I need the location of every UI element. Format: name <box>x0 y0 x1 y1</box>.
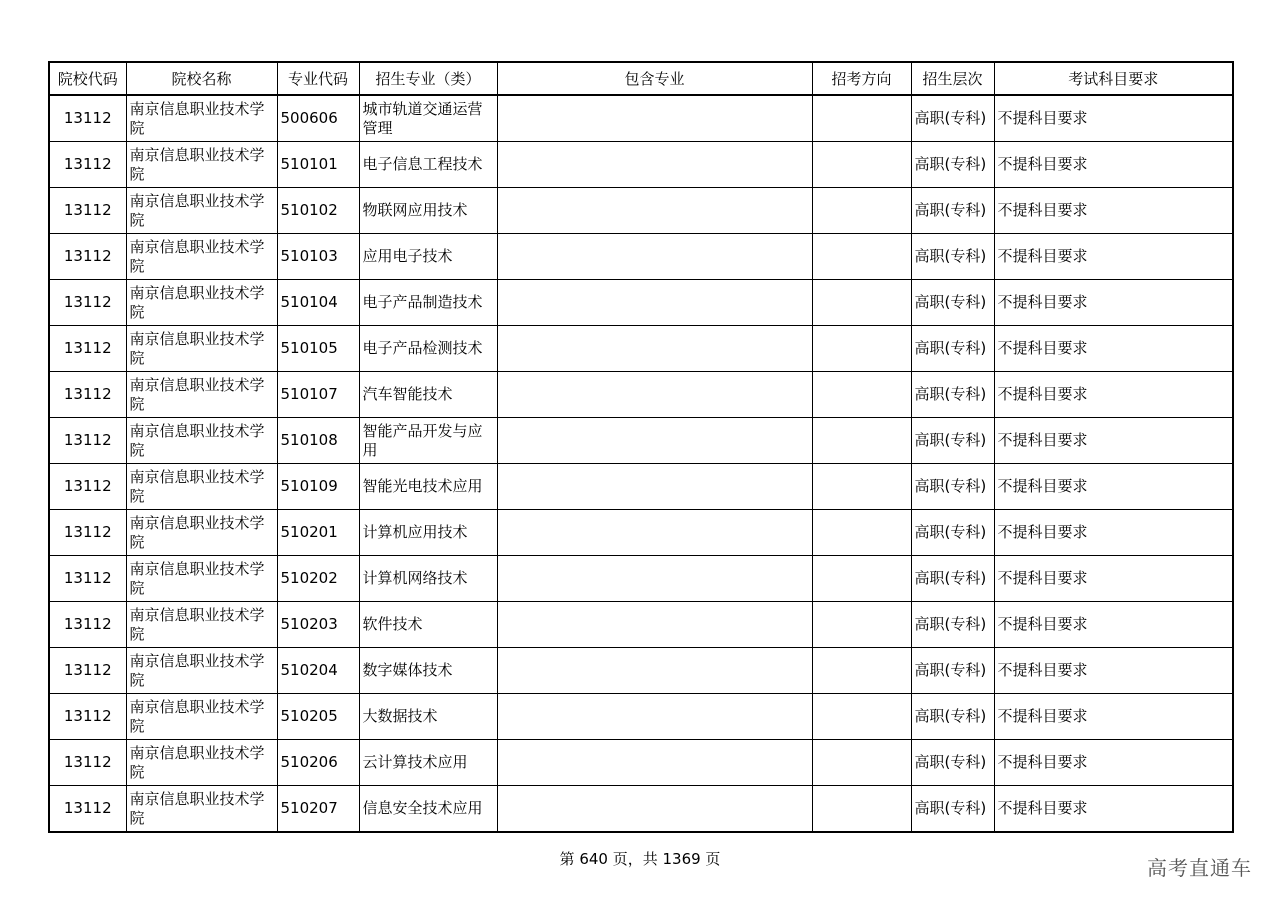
cell-major: 信息安全技术应用 <box>359 786 497 833</box>
cell-level: 高职(专科) <box>911 326 994 372</box>
watermark: 高考直通车 <box>1147 856 1252 880</box>
admissions-table <box>48 61 1234 833</box>
table-row <box>49 372 1233 418</box>
cell-major-code: 510104 <box>277 280 359 326</box>
table-row <box>49 694 1233 740</box>
cell-included-majors <box>497 510 812 556</box>
cell-level: 高职(专科) <box>911 602 994 648</box>
cell-major-code: 510102 <box>277 188 359 234</box>
cell-requirement: 不提科目要求 <box>994 694 1233 740</box>
cell-major-code: 510206 <box>277 740 359 786</box>
header-school-name: 院校名称 <box>126 62 277 95</box>
cell-school-code: 13112 <box>49 648 126 694</box>
cell-requirement: 不提科目要求 <box>994 418 1233 464</box>
cell-requirement: 不提科目要求 <box>994 740 1233 786</box>
cell-direction <box>812 142 911 188</box>
cell-included-majors <box>497 372 812 418</box>
cell-major: 汽车智能技术 <box>359 372 497 418</box>
cell-major: 城市轨道交通运营管理 <box>359 95 497 142</box>
cell-school-name: 南京信息职业技术学院 <box>126 234 277 280</box>
cell-included-majors <box>497 142 812 188</box>
cell-major: 物联网应用技术 <box>359 188 497 234</box>
cell-school-name: 南京信息职业技术学院 <box>126 510 277 556</box>
cell-requirement: 不提科目要求 <box>994 648 1233 694</box>
cell-major-code: 510107 <box>277 372 359 418</box>
table-row <box>49 95 1233 142</box>
cell-included-majors <box>497 694 812 740</box>
cell-school-code: 13112 <box>49 740 126 786</box>
cell-major: 智能产品开发与应用 <box>359 418 497 464</box>
cell-requirement: 不提科目要求 <box>994 280 1233 326</box>
table-row <box>49 786 1233 833</box>
table-row <box>49 418 1233 464</box>
cell-school-name: 南京信息职业技术学院 <box>126 602 277 648</box>
table-row <box>49 234 1233 280</box>
cell-school-name: 南京信息职业技术学院 <box>126 418 277 464</box>
cell-direction <box>812 188 911 234</box>
cell-included-majors <box>497 418 812 464</box>
cell-school-name: 南京信息职业技术学院 <box>126 95 277 142</box>
cell-major-code: 510105 <box>277 326 359 372</box>
cell-school-name: 南京信息职业技术学院 <box>126 556 277 602</box>
cell-major-code: 510207 <box>277 786 359 833</box>
cell-major: 电子产品制造技术 <box>359 280 497 326</box>
cell-included-majors <box>497 556 812 602</box>
table-row <box>49 510 1233 556</box>
cell-requirement: 不提科目要求 <box>994 510 1233 556</box>
cell-included-majors <box>497 188 812 234</box>
cell-direction <box>812 786 911 833</box>
cell-major-code: 510201 <box>277 510 359 556</box>
header-included-majors: 包含专业 <box>497 62 812 95</box>
cell-school-name: 南京信息职业技术学院 <box>126 188 277 234</box>
cell-level: 高职(专科) <box>911 142 994 188</box>
cell-level: 高职(专科) <box>911 280 994 326</box>
cell-school-name: 南京信息职业技术学院 <box>126 694 277 740</box>
cell-school-code: 13112 <box>49 786 126 833</box>
cell-major: 大数据技术 <box>359 694 497 740</box>
header-major-code: 专业代码 <box>277 62 359 95</box>
cell-direction <box>812 95 911 142</box>
header-direction: 招考方向 <box>812 62 911 95</box>
cell-major-code: 510205 <box>277 694 359 740</box>
cell-school-name: 南京信息职业技术学院 <box>126 326 277 372</box>
cell-level: 高职(专科) <box>911 510 994 556</box>
cell-included-majors <box>497 740 812 786</box>
cell-school-code: 13112 <box>49 234 126 280</box>
page-number: 第 640 页，共 1369 页 <box>559 850 721 868</box>
header-school-code: 院校代码 <box>49 62 126 95</box>
cell-included-majors <box>497 648 812 694</box>
cell-school-code: 13112 <box>49 372 126 418</box>
cell-school-name: 南京信息职业技术学院 <box>126 740 277 786</box>
cell-direction <box>812 464 911 510</box>
cell-included-majors <box>497 280 812 326</box>
cell-level: 高职(专科) <box>911 648 994 694</box>
cell-major-code: 510202 <box>277 556 359 602</box>
cell-school-name: 南京信息职业技术学院 <box>126 464 277 510</box>
cell-direction <box>812 280 911 326</box>
cell-major: 计算机应用技术 <box>359 510 497 556</box>
header-major: 招生专业（类） <box>359 62 497 95</box>
cell-requirement: 不提科目要求 <box>994 234 1233 280</box>
cell-major-code: 510203 <box>277 602 359 648</box>
cell-school-code: 13112 <box>49 95 126 142</box>
cell-school-name: 南京信息职业技术学院 <box>126 142 277 188</box>
header-row <box>49 62 1233 95</box>
cell-school-code: 13112 <box>49 326 126 372</box>
cell-school-code: 13112 <box>49 556 126 602</box>
cell-requirement: 不提科目要求 <box>994 786 1233 833</box>
cell-level: 高职(专科) <box>911 464 994 510</box>
cell-level: 高职(专科) <box>911 234 994 280</box>
cell-school-code: 13112 <box>49 694 126 740</box>
cell-direction <box>812 556 911 602</box>
cell-major: 电子产品检测技术 <box>359 326 497 372</box>
table-row <box>49 280 1233 326</box>
cell-major: 计算机网络技术 <box>359 556 497 602</box>
header-level: 招生层次 <box>911 62 994 95</box>
cell-school-name: 南京信息职业技术学院 <box>126 786 277 833</box>
cell-direction <box>812 326 911 372</box>
cell-requirement: 不提科目要求 <box>994 142 1233 188</box>
cell-level: 高职(专科) <box>911 188 994 234</box>
cell-level: 高职(专科) <box>911 694 994 740</box>
cell-school-code: 13112 <box>49 418 126 464</box>
cell-requirement: 不提科目要求 <box>994 464 1233 510</box>
cell-school-code: 13112 <box>49 602 126 648</box>
cell-included-majors <box>497 95 812 142</box>
table-body <box>49 95 1233 832</box>
cell-included-majors <box>497 326 812 372</box>
cell-direction <box>812 418 911 464</box>
table-row <box>49 464 1233 510</box>
table-row <box>49 602 1233 648</box>
cell-requirement: 不提科目要求 <box>994 602 1233 648</box>
cell-school-code: 13112 <box>49 464 126 510</box>
cell-level: 高职(专科) <box>911 372 994 418</box>
table-row <box>49 740 1233 786</box>
cell-included-majors <box>497 602 812 648</box>
cell-major-code: 510108 <box>277 418 359 464</box>
cell-requirement: 不提科目要求 <box>994 372 1233 418</box>
cell-level: 高职(专科) <box>911 786 994 833</box>
cell-direction <box>812 510 911 556</box>
table-row <box>49 188 1233 234</box>
cell-included-majors <box>497 786 812 833</box>
cell-direction <box>812 372 911 418</box>
cell-school-name: 南京信息职业技术学院 <box>126 648 277 694</box>
cell-level: 高职(专科) <box>911 95 994 142</box>
table-row <box>49 556 1233 602</box>
table-row <box>49 648 1233 694</box>
cell-level: 高职(专科) <box>911 740 994 786</box>
cell-major-code: 510109 <box>277 464 359 510</box>
cell-major-code: 500606 <box>277 95 359 142</box>
cell-school-code: 13112 <box>49 280 126 326</box>
table-row <box>49 142 1233 188</box>
cell-school-name: 南京信息职业技术学院 <box>126 372 277 418</box>
cell-major-code: 510204 <box>277 648 359 694</box>
cell-requirement: 不提科目要求 <box>994 556 1233 602</box>
table-header <box>49 62 1233 95</box>
cell-included-majors <box>497 464 812 510</box>
cell-direction <box>812 602 911 648</box>
table-row <box>49 326 1233 372</box>
cell-requirement: 不提科目要求 <box>994 326 1233 372</box>
header-requirement: 考试科目要求 <box>994 62 1233 95</box>
cell-school-name: 南京信息职业技术学院 <box>126 280 277 326</box>
cell-direction <box>812 234 911 280</box>
cell-major: 数字媒体技术 <box>359 648 497 694</box>
cell-direction <box>812 648 911 694</box>
cell-level: 高职(专科) <box>911 418 994 464</box>
cell-direction <box>812 740 911 786</box>
cell-level: 高职(专科) <box>911 556 994 602</box>
cell-major: 云计算技术应用 <box>359 740 497 786</box>
cell-school-code: 13112 <box>49 510 126 556</box>
cell-major-code: 510103 <box>277 234 359 280</box>
cell-school-code: 13112 <box>49 188 126 234</box>
cell-major-code: 510101 <box>277 142 359 188</box>
cell-requirement: 不提科目要求 <box>994 188 1233 234</box>
cell-school-code: 13112 <box>49 142 126 188</box>
cell-requirement: 不提科目要求 <box>994 95 1233 142</box>
cell-major: 智能光电技术应用 <box>359 464 497 510</box>
cell-included-majors <box>497 234 812 280</box>
cell-major: 应用电子技术 <box>359 234 497 280</box>
cell-major: 软件技术 <box>359 602 497 648</box>
cell-direction <box>812 694 911 740</box>
cell-major: 电子信息工程技术 <box>359 142 497 188</box>
